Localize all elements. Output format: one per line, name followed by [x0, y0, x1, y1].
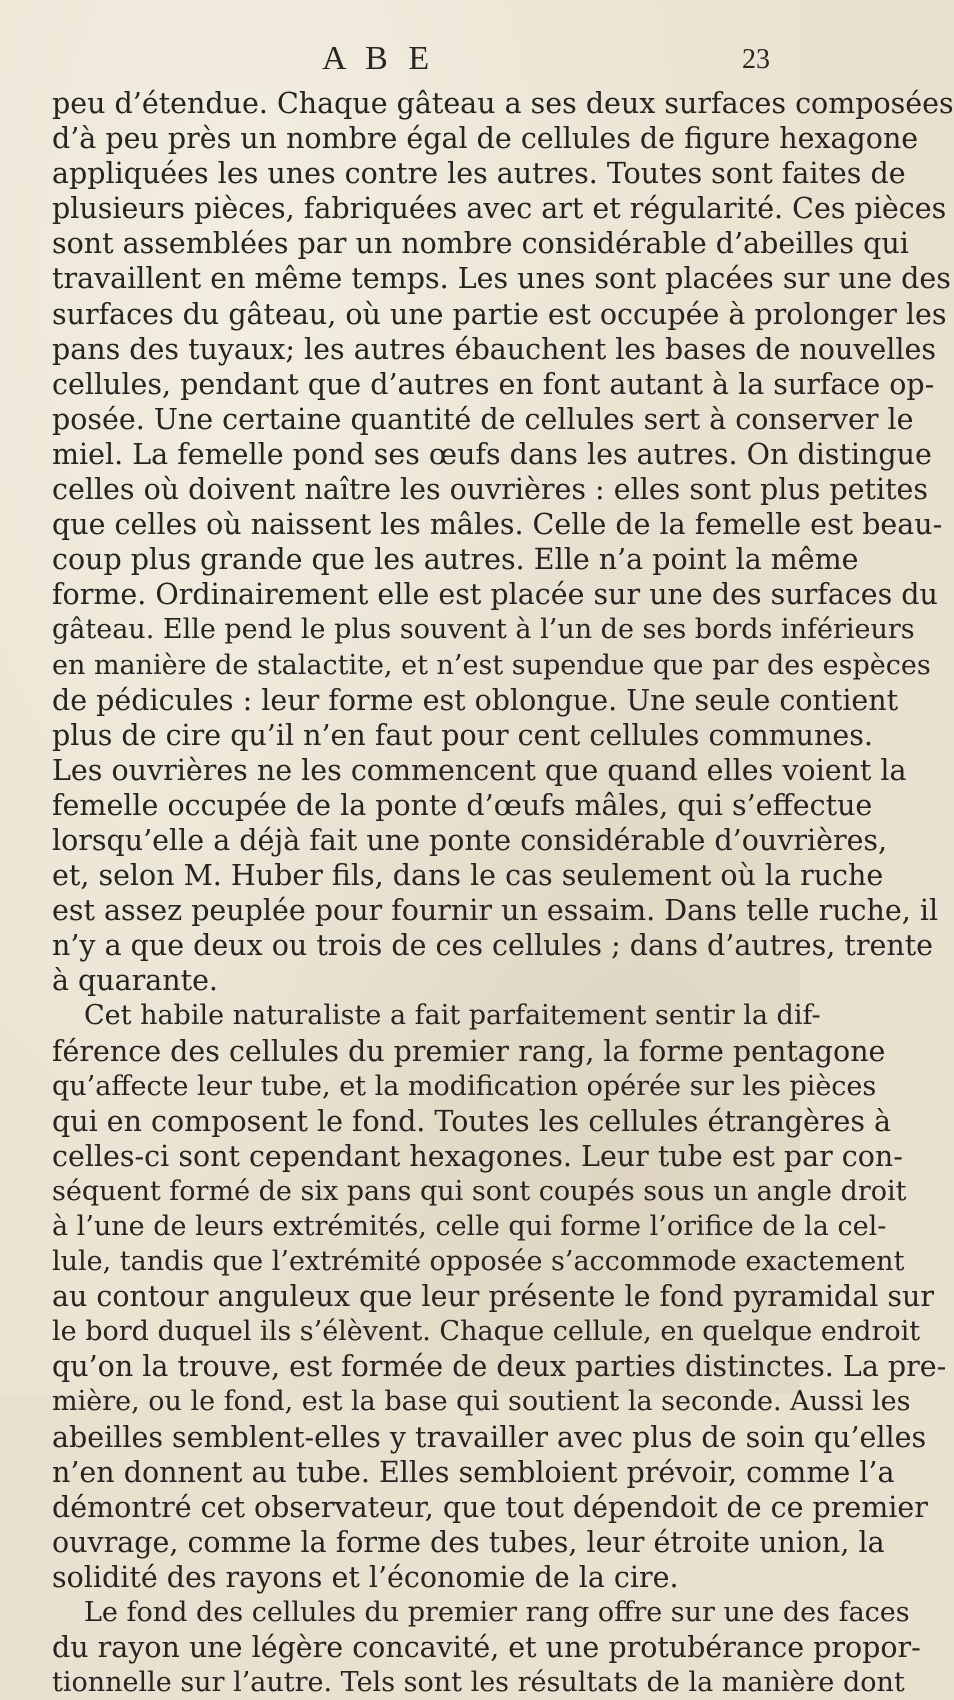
text-line: mière, ou le fond, est la base qui soutient la seconde. Aussi les [52, 1386, 911, 1418]
text-line: du rayon une légère concavité, et une protubérance propor- [52, 1631, 921, 1665]
text-line: miel. La femelle pond ses œufs dans les autres. On distingue [52, 437, 932, 471]
text-line: solidité des rayons et l’économie de la cire. [52, 1560, 679, 1594]
text-line: d’à peu près un nombre égal de cellules de figure hexagone [52, 122, 919, 156]
text-line: tionnelle sur l’autre. Tels sont les résultats de la manière dont [52, 1667, 905, 1699]
text-line: peu d’étendue. Chaque gâteau a ses deux surfaces composées [52, 87, 954, 120]
text-line: séquent formé de six pans qui sont coupés sous un angle droit [52, 1175, 907, 1207]
text-line: surfaces du gâteau, où une partie est occupée à prolonger les [52, 297, 947, 331]
text-line: Le fond des cellules du premier rang offre sur une des faces [84, 1597, 910, 1629]
text-line: en manière de stalactite, et n’est supendue que par des espèces [52, 649, 931, 681]
text-line: celles où doivent naître les ouvrières : elles sont plus petites [52, 473, 929, 507]
text-line: pans des tuyaux; les autres ébauchent les bases de nouvelles [52, 332, 937, 366]
text-line: cellules, pendant que d’autres en font autant à la surface op- [52, 367, 935, 401]
running-title: A B E [322, 40, 436, 77]
text-line: est assez peuplée pour fournir un essaim. Dans telle ruche, il [52, 894, 939, 928]
text-line: posée. Une certaine quantité de cellules sert à conserver le [52, 402, 914, 436]
text-line: ouvrage, comme la forme des tubes, leur étroite union, la [52, 1525, 885, 1559]
text-line: femelle occupée de la ponte d’œufs mâles, qui s’effectue [52, 788, 873, 822]
text-line: à quarante. [52, 964, 218, 998]
text-line: forme. Ordinairement elle est placée sur une des surfaces du [52, 578, 938, 612]
page-number: 23 [742, 44, 770, 75]
text-line: n’y a que deux ou trois de ces cellules ; dans d’autres, trente [52, 929, 934, 963]
text-line: le bord duquel ils s’élèvent. Chaque cellule, en quelque endroit [52, 1316, 921, 1348]
text-line: Les ouvrières ne les commencent que quand elles voient la [52, 753, 907, 787]
text-line: et, selon M. Huber fils, dans le cas seulement où la ruche [52, 859, 884, 893]
text-line: lorsqu’elle a déjà fait une ponte considérable d’ouvrières, [52, 823, 888, 857]
text-line: abeilles semblent-elles y travailler avec plus de soin qu’elles [52, 1420, 927, 1454]
text-line: qui en composent le fond. Toutes les cellules étrangères à [52, 1104, 892, 1138]
text-line: plusieurs pièces, fabriquées avec art et régularité. Ces pièces [52, 192, 947, 226]
text-line: appliquées les unes contre les autres. Toutes sont faites de [52, 157, 906, 191]
text-line: sont assemblées par un nombre considérable d’abeilles qui [52, 227, 909, 261]
text-line: au contour anguleux que leur présente le fond pyramidal sur [52, 1280, 934, 1314]
text-line: travaillent en même temps. Les unes sont placées sur une des [52, 262, 951, 296]
text-line: qu’affecte leur tube, et la modification opérée sur les pièces [52, 1070, 877, 1102]
text-line: que celles où naissent les mâles. Celle de la femelle est beau- [52, 508, 943, 542]
text-line: Cet habile naturaliste a fait parfaitement sentir la dif- [84, 1000, 821, 1032]
text-line: de pédicules : leur forme est oblongue. Une seule contient [52, 683, 899, 717]
text-line: celles-ci sont cependant hexagones. Leur tube est par con- [52, 1139, 903, 1173]
text-line: férence des cellules du premier rang, la forme pentagone [52, 1034, 886, 1068]
text-line: démontré cet observateur, que tout dépendoit de ce premier [52, 1490, 928, 1524]
text-line: plus de cire qu’il n’en faut pour cent cellules communes. [52, 718, 873, 752]
text-line: à l’une de leurs extrémités, celle qui forme l’orifice de la cel- [52, 1211, 887, 1242]
text-line: n’en donnent au tube. Elles sembloient prévoir, comme l’a [52, 1455, 895, 1489]
body-text [52, 86, 954, 1700]
text-line: gâteau. Elle pend le plus souvent à l’un de ses bords inférieurs [52, 614, 915, 646]
running-head [0, 40, 800, 84]
text-line: qu’on la trouve, est formée de deux parties distinctes. La pre- [52, 1350, 947, 1384]
text-line: coup plus grande que les autres. Elle n’a point la même [52, 543, 859, 577]
text-line: lule, tandis que l’extrémité opposée s’accommode exactement [52, 1246, 905, 1278]
